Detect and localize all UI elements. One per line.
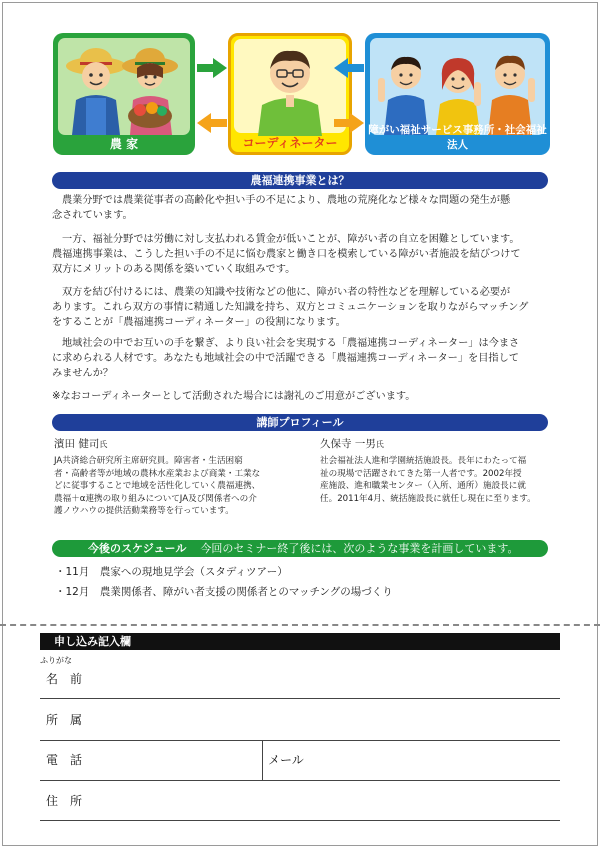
- arrow-right-icon: [334, 113, 364, 133]
- furigana-label: ふりがな: [40, 656, 72, 665]
- phone-email-field[interactable]: [40, 780, 560, 781]
- coordinator-illustration: [234, 39, 346, 133]
- name-label: 名 前: [46, 672, 83, 686]
- lecturer-name-2: 久保寺 一男氏: [320, 438, 384, 450]
- form-title: 申し込み記入欄: [40, 633, 560, 650]
- schedule-section-title: 今後のスケジュール 今回のセミナー終了後には、次のような事業を計画しています。: [52, 540, 548, 557]
- farmers-icon: [58, 38, 190, 135]
- address-field[interactable]: [40, 820, 560, 821]
- email-label: メール: [268, 753, 304, 767]
- phone-email-divider: [262, 741, 263, 780]
- lecturer-bio-1: JA共済総合研究所主席研究員。障害者・生活困窮 者・高齢者等が地域の農林水産業および商業・工業な どに従事することで地域を活性化していく農福連携、 農福＋α連携の取り組みについてJA及び関係者への介 護ノウハウの提供活動業務等を行っています。: [54, 456, 261, 516]
- arrow-left-icon: [334, 58, 364, 78]
- about-section-title: 農福連携事業とは？: [52, 172, 548, 189]
- address-label: 住 所: [46, 794, 83, 808]
- about-paragraph-3: 双方を結び付けるには、農業の知識や技術などの他に、障がい者の特性などを理解している必要が あります。これら双方の事情に精通した知識を持ち、双方とコミュニケーションを取りながらマッチング をすることが「農福連携コーディネーター」の役割になります。: [52, 287, 529, 328]
- farmer-label: 農 家: [109, 137, 139, 151]
- affiliation-field[interactable]: [40, 740, 560, 741]
- about-paragraph-4: 地域社会の中でお互いの手を繋ぎ、より良い社会を実現する「農福連携コーディネーター」は今まさ に求められる人材です。あなたも地域社会の中で活躍できる「農福連携コーディネーター」を目指して みませんか？: [52, 338, 520, 379]
- lecturer-bio-2: 社会福祉法人進和学園統括施設長。長年にわたって福 祉の現場で活躍されてきた第一人者です。2002年授 産施設、進和職業センター（入所、通所）施設長に就 任。2011年4月、統括施設長に就任し現在に至ります。: [320, 456, 536, 504]
- schedule-item-1: ・11月 農家への現地見学会（スタディツアー）: [55, 566, 288, 578]
- phone-label: 電 話: [46, 753, 83, 767]
- welfare-panel: [365, 33, 550, 155]
- welfare-illustration: [370, 38, 545, 135]
- coordinator-icon: [234, 39, 346, 136]
- coordinator-panel: [228, 33, 352, 155]
- lecturer-name-1: 濱田 健司氏: [54, 438, 108, 450]
- lecturer-section-title: 講師プロフィール: [52, 414, 548, 431]
- farmer-illustration: [58, 38, 190, 135]
- affiliation-label: 所 属: [46, 713, 83, 727]
- arrow-left-icon: [197, 113, 227, 133]
- cut-line: [0, 624, 600, 626]
- arrow-right-icon: [197, 58, 227, 78]
- name-field[interactable]: [40, 698, 560, 699]
- about-paragraph-2: 一方、福祉分野では労働に対し支払われる賃金が低いことが、障がい者の自立を困難としています。 農福連携事業は、こうした担い手の不足に悩む農家と働き口を模索している障がい者施設を結びつけて 双方にメリットのある関係を築いていく取組みです。: [52, 234, 521, 275]
- coordinator-label: コーディネーター: [242, 136, 338, 150]
- welfare-label: 障がい福祉サービス事務所・社会福祉法人: [368, 124, 547, 151]
- farmer-panel: [53, 33, 195, 155]
- about-paragraph-1: 農業分野では農業従事者の高齢化や担い手の不足により、農地の荒廃化など様々な問題の発生が懸 念されています。: [52, 195, 511, 221]
- welfare-workers-icon: [370, 38, 545, 135]
- honorarium-note: ※なおコーディネーターとして活動された場合には謝礼のご用意がございます。: [52, 391, 416, 402]
- schedule-item-2: ・12月 農業関係者、障がい者支援の関係者とのマッチングの場づくり: [55, 586, 393, 598]
